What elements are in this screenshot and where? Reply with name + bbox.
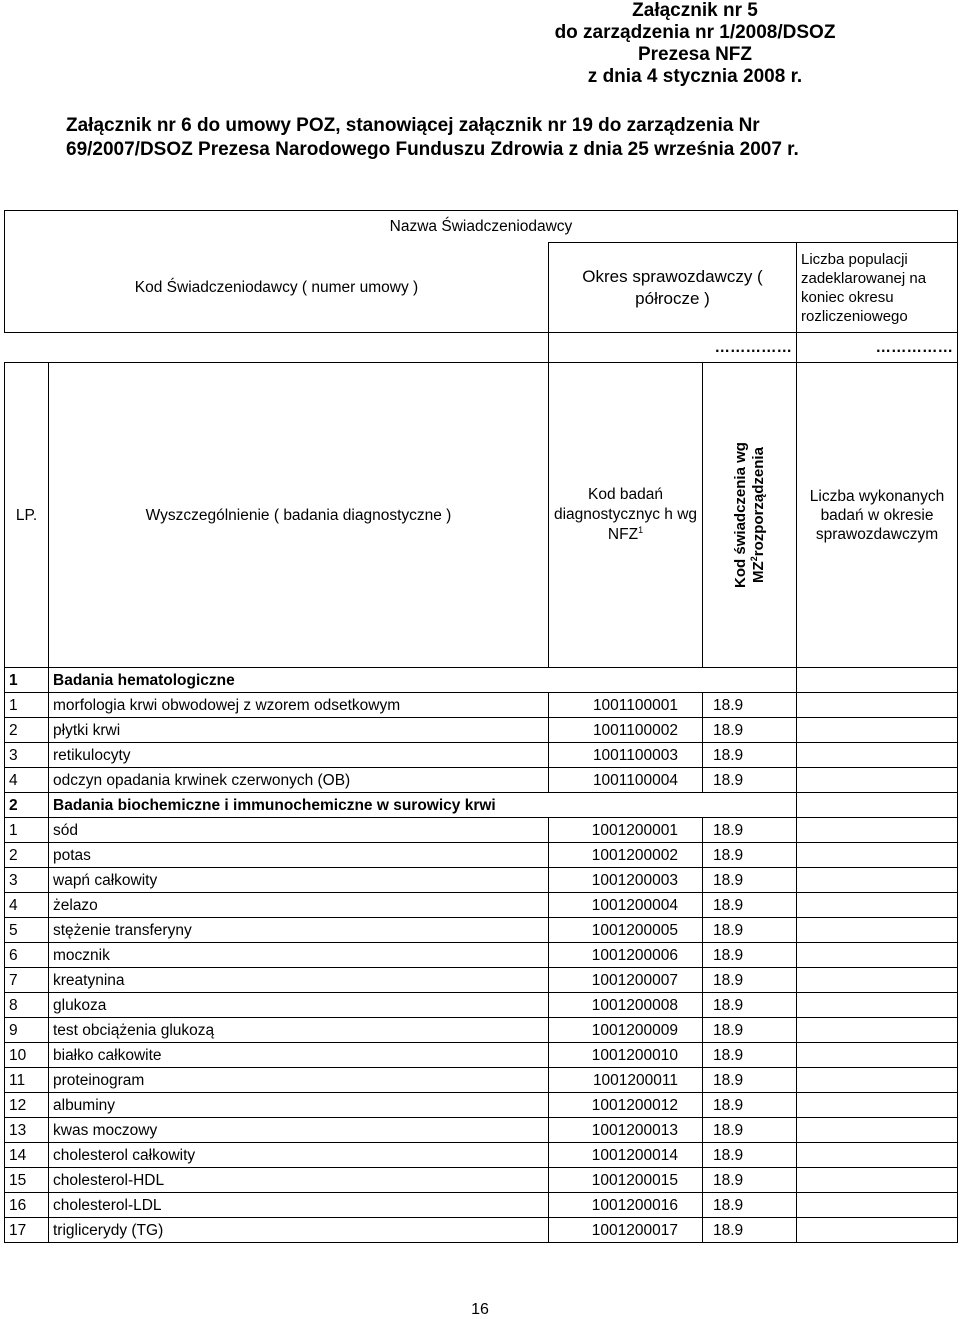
table-row — [5, 1218, 958, 1243]
row-lp: 5 — [5, 918, 49, 943]
table-row — [5, 943, 958, 968]
row-lp: 12 — [5, 1093, 49, 1118]
page-number: 16 — [471, 1301, 489, 1318]
row-nfz-code: 1001200010 — [549, 1043, 703, 1068]
table-row — [5, 968, 958, 993]
row-name: mocznik — [49, 943, 549, 968]
row-count-input[interactable] — [797, 893, 958, 918]
row-nfz-code: 1001200015 — [549, 1168, 703, 1193]
population-input[interactable]: …………… — [797, 333, 958, 363]
row-count-input[interactable] — [797, 943, 958, 968]
row-nfz-code: 1001100001 — [549, 693, 703, 718]
row-count-input[interactable] — [797, 1218, 958, 1243]
row-name: retikulocyty — [49, 743, 549, 768]
row-mz-code: 18.9 — [703, 743, 797, 768]
table-row — [5, 918, 958, 943]
row-lp: 4 — [5, 893, 49, 918]
row-lp: 14 — [5, 1143, 49, 1168]
table-row — [5, 768, 958, 793]
row-name: żelazo — [49, 893, 549, 918]
row-mz-code: 18.9 — [703, 1218, 797, 1243]
row-count-input[interactable] — [797, 1193, 958, 1218]
row-count-input[interactable] — [797, 1143, 958, 1168]
row-lp: 17 — [5, 1218, 49, 1243]
section-title: Badania biochemiczne i immunochemiczne w surowicy krwi — [49, 793, 797, 818]
row-nfz-code: 1001200002 — [549, 843, 703, 868]
row-count-input[interactable] — [797, 818, 958, 843]
row-count-input[interactable] — [797, 993, 958, 1018]
row-nfz-code: 1001200003 — [549, 868, 703, 893]
row-name: białko całkowite — [49, 1043, 549, 1068]
row-lp: 3 — [5, 743, 49, 768]
row-lp: 15 — [5, 1168, 49, 1193]
row-mz-code: 18.9 — [703, 1193, 797, 1218]
section-count-cell — [797, 793, 958, 818]
row-count-input[interactable] — [797, 718, 958, 743]
row-count-input[interactable] — [797, 918, 958, 943]
row-mz-code: 18.9 — [703, 818, 797, 843]
row-name: odczyn opadania krwinek czerwonych (OB) — [49, 768, 549, 793]
mz-code-column-header — [703, 363, 797, 668]
row-count-input[interactable] — [797, 843, 958, 868]
row-lp: 6 — [5, 943, 49, 968]
count-column-header: Liczba wykonanych badań w okresie sprawozdawczym — [797, 363, 958, 668]
section-count-cell — [797, 668, 958, 693]
row-name: potas — [49, 843, 549, 868]
header-line: Prezesa NFZ — [637, 44, 753, 65]
row-mz-code: 18.9 — [703, 1093, 797, 1118]
mz-label: MZ — [749, 561, 767, 583]
row-nfz-code: 1001200001 — [549, 818, 703, 843]
period-input[interactable]: …………… — [549, 333, 797, 363]
row-nfz-code: 1001200007 — [549, 968, 703, 993]
row-lp: 3 — [5, 868, 49, 893]
row-name: triglicerydy (TG) — [49, 1218, 549, 1243]
row-mz-code: 18.9 — [703, 993, 797, 1018]
row-nfz-code: 1001200011 — [549, 1068, 703, 1093]
row-lp: 4 — [5, 768, 49, 793]
row-mz-code: 18.9 — [703, 718, 797, 743]
row-count-input[interactable] — [797, 768, 958, 793]
nfz-code-column-header — [549, 363, 703, 668]
section-number: 2 — [5, 793, 49, 818]
header-line: do zarządzenia nr 1/2008/DSOZ — [554, 22, 836, 43]
row-name: wapń całkowity — [49, 868, 549, 893]
row-nfz-code: 1001200013 — [549, 1118, 703, 1143]
row-mz-code: 18.9 — [703, 918, 797, 943]
row-nfz-code: 1001100004 — [549, 768, 703, 793]
row-nfz-code: 1001200012 — [549, 1093, 703, 1118]
row-nfz-code: 1001200008 — [549, 993, 703, 1018]
row-count-input[interactable] — [797, 868, 958, 893]
row-nfz-code: 1001200005 — [549, 918, 703, 943]
row-count-input[interactable] — [797, 693, 958, 718]
row-mz-code: 18.9 — [703, 1068, 797, 1093]
table-row — [5, 1168, 958, 1193]
header-line: z dnia 4 stycznia 2008 r. — [587, 66, 803, 87]
row-mz-code: 18.9 — [703, 1018, 797, 1043]
row-count-input[interactable] — [797, 743, 958, 768]
row-count-input[interactable] — [797, 968, 958, 993]
table-row — [5, 1193, 958, 1218]
spec-column-header: Wyszczególnienie ( badania diagnostyczne ) — [49, 363, 549, 668]
row-lp: 1 — [5, 818, 49, 843]
row-name: kreatynina — [49, 968, 549, 993]
table-row — [5, 893, 958, 918]
row-mz-code: 18.9 — [703, 693, 797, 718]
row-nfz-code: 1001200016 — [549, 1193, 703, 1218]
row-lp: 11 — [5, 1068, 49, 1093]
table-row — [5, 693, 958, 718]
row-count-input[interactable] — [797, 1118, 958, 1143]
row-nfz-code: 1001100003 — [549, 743, 703, 768]
provider-name-label: Nazwa Świadczeniodawcy — [5, 211, 958, 243]
document-subtitle: Załącznik nr 6 do umowy POZ, stanowiącej załącznik nr 19 do zarządzenia Nr 69/2007/DSOZ Prezesa Narodowego Funduszu Zdrowia z dnia 25 września 2007 r. — [66, 115, 799, 160]
header-line: Załącznik nr 5 — [632, 0, 758, 21]
row-mz-code: 18.9 — [703, 943, 797, 968]
row-count-input[interactable] — [797, 1043, 958, 1068]
row-name: cholesterol całkowity — [49, 1143, 549, 1168]
nfz-code-label: Kod badań diagnostycznyc h wg NFZ — [553, 486, 698, 543]
table-row — [5, 1093, 958, 1118]
row-mz-code: 18.9 — [703, 868, 797, 893]
mz-code-label: Kod świadczenia wg — [731, 442, 749, 588]
footnote-marker: 1 — [638, 524, 644, 535]
row-count-input[interactable] — [797, 1168, 958, 1193]
population-label: Liczba populacji zadeklarowanej na koniec okresu rozliczeniowego — [797, 243, 958, 333]
row-mz-code: 18.9 — [703, 1118, 797, 1143]
row-lp: 1 — [5, 693, 49, 718]
mz-regulation-label: rozporządzenia — [749, 447, 767, 557]
report-table — [4, 210, 958, 1243]
row-nfz-code: 1001200009 — [549, 1018, 703, 1043]
row-name: cholesterol-LDL — [49, 1193, 549, 1218]
row-mz-code: 18.9 — [703, 843, 797, 868]
row-name: glukoza — [49, 993, 549, 1018]
footnote-marker: 2 — [748, 556, 759, 562]
table-row — [5, 718, 958, 743]
row-name: kwas moczowy — [49, 1118, 549, 1143]
row-name: morfologia krwi obwodowej z wzorem odsetkowym — [49, 693, 549, 718]
table-row — [5, 993, 958, 1018]
table-row — [5, 1043, 958, 1068]
row-name: cholesterol-HDL — [49, 1168, 549, 1193]
section-row — [5, 668, 958, 693]
row-lp: 2 — [5, 718, 49, 743]
row-lp: 10 — [5, 1043, 49, 1068]
row-lp: 7 — [5, 968, 49, 993]
table-row — [5, 1018, 958, 1043]
row-lp: 2 — [5, 843, 49, 868]
row-nfz-code: 1001200006 — [549, 943, 703, 968]
lp-column-header: LP. — [5, 363, 49, 668]
row-name: albuminy — [49, 1093, 549, 1118]
table-row — [5, 1118, 958, 1143]
row-nfz-code: 1001200004 — [549, 893, 703, 918]
row-nfz-code: 1001200014 — [549, 1143, 703, 1168]
row-lp: 16 — [5, 1193, 49, 1218]
document-header — [540, 0, 850, 88]
row-lp: 9 — [5, 1018, 49, 1043]
table-row — [5, 743, 958, 768]
row-mz-code: 18.9 — [703, 893, 797, 918]
row-name: proteinogram — [49, 1068, 549, 1093]
section-title: Badania hematologiczne — [49, 668, 797, 693]
row-name: stężenie transferyny — [49, 918, 549, 943]
table-row — [5, 1068, 958, 1093]
row-count-input[interactable] — [797, 1093, 958, 1118]
provider-code-label: Kod Świadczeniodawcy ( numer umowy ) — [5, 243, 549, 333]
row-name: płytki krwi — [49, 718, 549, 743]
row-count-input[interactable] — [797, 1018, 958, 1043]
row-mz-code: 18.9 — [703, 1143, 797, 1168]
row-mz-code: 18.9 — [703, 1168, 797, 1193]
row-name: sód — [49, 818, 549, 843]
section-number: 1 — [5, 668, 49, 693]
row-count-input[interactable] — [797, 1068, 958, 1093]
row-nfz-code: 1001100002 — [549, 718, 703, 743]
row-lp: 13 — [5, 1118, 49, 1143]
row-lp: 8 — [5, 993, 49, 1018]
period-label: Okres sprawozdawczy ( półrocze ) — [549, 243, 797, 333]
row-mz-code: 18.9 — [703, 1043, 797, 1068]
table-row — [5, 843, 958, 868]
table-row — [5, 868, 958, 893]
row-mz-code: 18.9 — [703, 768, 797, 793]
table-row — [5, 818, 958, 843]
row-name: test obciążenia glukozą — [49, 1018, 549, 1043]
row-mz-code: 18.9 — [703, 968, 797, 993]
section-row — [5, 793, 958, 818]
blank-cell — [5, 333, 549, 363]
row-nfz-code: 1001200017 — [549, 1218, 703, 1243]
table-row — [5, 1143, 958, 1168]
